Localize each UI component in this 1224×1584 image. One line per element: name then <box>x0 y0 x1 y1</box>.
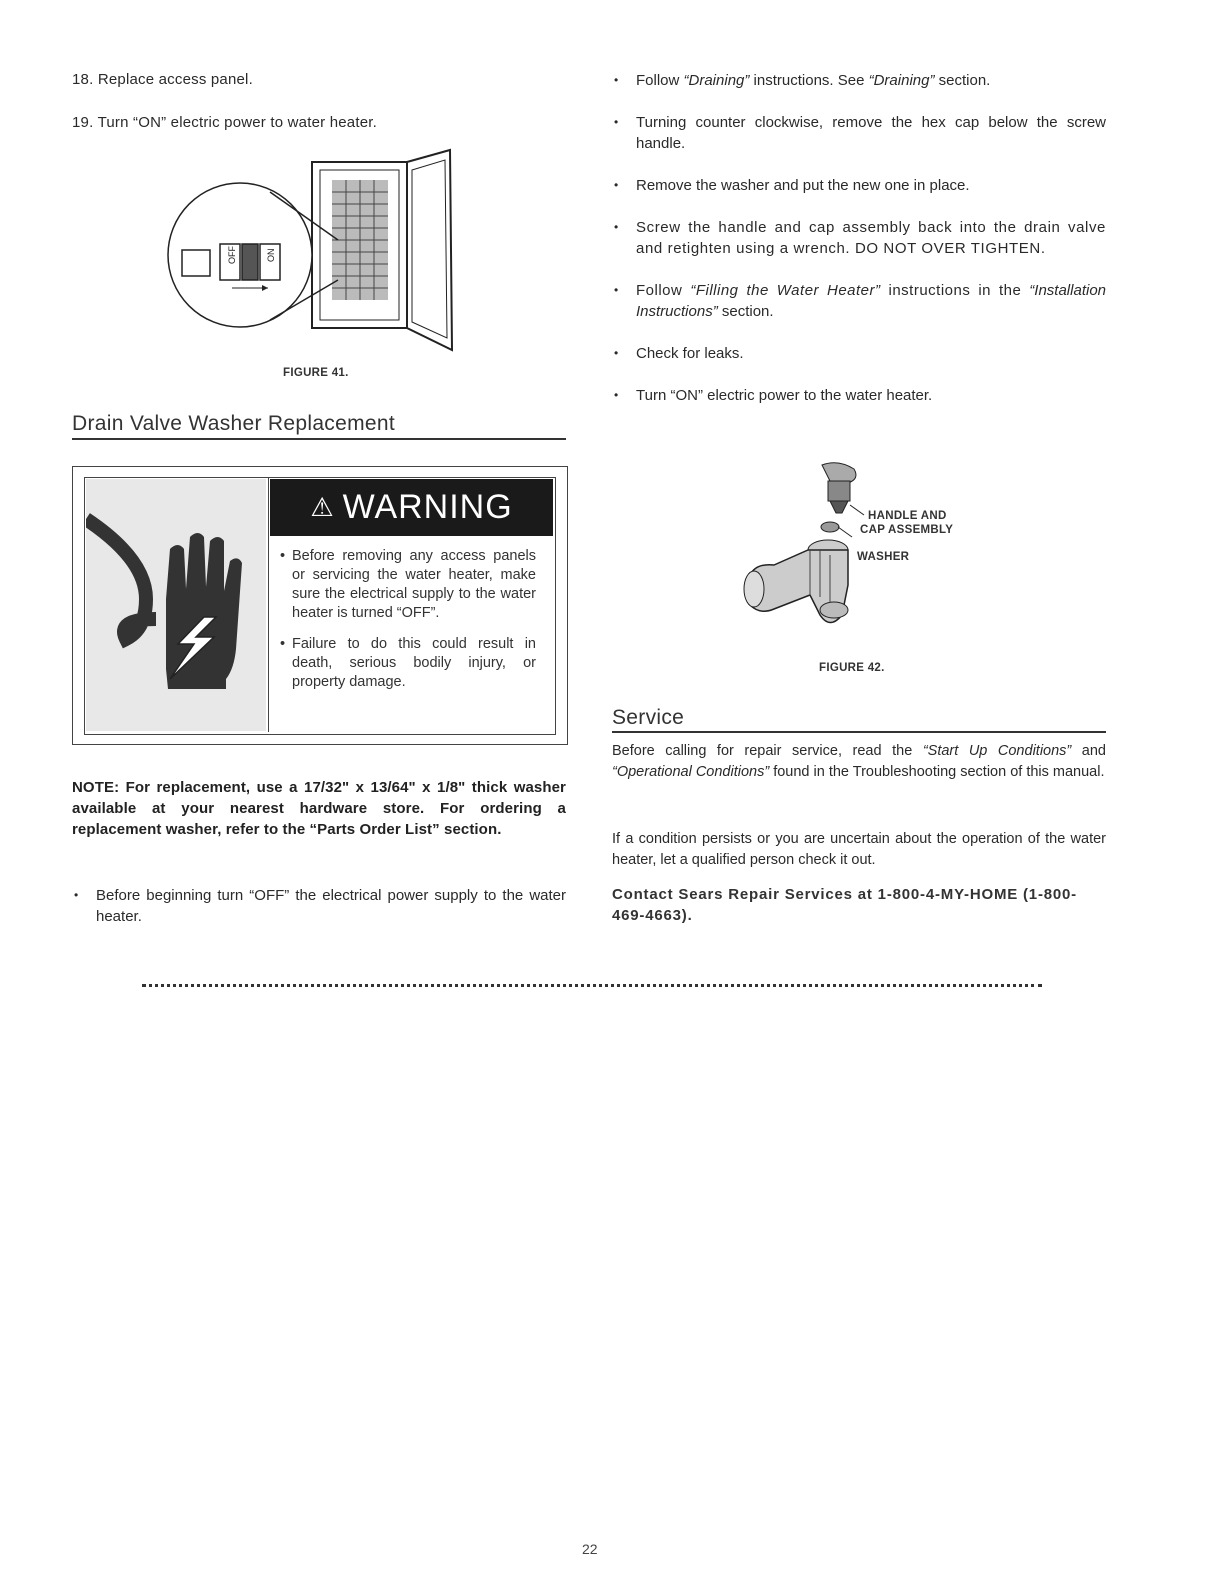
step-18 <box>72 71 253 88</box>
bullet-text: Follow <box>636 72 684 89</box>
bullet-item: • Check for leaks. <box>612 343 1106 364</box>
left-bullet-list <box>72 885 566 948</box>
service-rule <box>612 731 1106 733</box>
figure-42-caption: FIGURE 42. <box>819 662 885 674</box>
washer-label: WASHER <box>857 551 910 563</box>
drain-valve-illustration <box>730 455 880 640</box>
step-19 <box>72 114 377 131</box>
bullet-item: • Turn “ON” electric power to the water heater. <box>612 385 1106 406</box>
bullet-text: section. <box>717 303 774 320</box>
bullet-item: • Remove the washer and put the new one in place. <box>612 175 1106 196</box>
step-number: 19. <box>72 114 94 131</box>
breaker-panel-illustration <box>160 140 460 360</box>
bullet-emphasis: “Filling the Water Heater” <box>690 282 881 299</box>
label-line: CAP ASSEMBLY <box>860 524 954 536</box>
warning-divider <box>268 478 269 732</box>
replacement-note: NOTE: For replacement, use a 17/32" x 13/64" x 1/8" thick washer available at your nearest hardware store. For ordering a replacement washer, refer to the “Parts Order List” section. <box>72 779 566 838</box>
bullet-emphasis: “Installation Instructions” <box>636 282 1107 320</box>
bullet-item: • Screw the handle and cap assembly back into the drain valve and retighten using a wrench. DO NOT OVER TIGHTEN. <box>612 217 1106 259</box>
bottom-rule <box>142 984 1042 987</box>
bullet-text: instructions. See <box>749 72 869 89</box>
bullet-text: Follow <box>636 282 691 299</box>
drain-valve-heading: Drain Valve Washer Replacement <box>72 412 395 435</box>
right-bullet-list <box>612 70 1106 427</box>
handle-cap-label <box>860 509 954 537</box>
bullet-emphasis: “Draining” <box>868 72 935 89</box>
warning-item: • Failure to do this could result in death, serious bodily injury, or property damage. <box>280 635 536 692</box>
label-line: HANDLE AND <box>868 510 947 522</box>
bullet-item <box>612 280 1106 322</box>
service-paragraph-1 <box>612 741 1106 783</box>
warning-list <box>280 547 536 704</box>
bullet-text: instructions in the <box>880 282 1030 299</box>
warning-title: WARNING <box>342 488 513 526</box>
shock-hazard-icon <box>86 479 266 731</box>
page-number: 22 <box>582 1541 598 1557</box>
bullet-item <box>612 70 1106 91</box>
step-number: 18. <box>72 71 94 88</box>
bullet-item: • Before beginning turn “OFF” the electrical power supply to the water heater. <box>72 885 566 927</box>
step-text: Replace access panel. <box>97 71 253 88</box>
bullet-text: section. <box>934 72 991 89</box>
para-text: and <box>1071 743 1106 759</box>
service-heading: Service <box>612 706 685 729</box>
bullet-emphasis: “Draining” <box>683 72 750 89</box>
para-emphasis: “Operational Conditions” <box>612 764 770 780</box>
para-text: found in the Troubleshooting section of this manual. <box>769 764 1105 780</box>
para-text: Before calling for repair service, read the <box>612 743 923 759</box>
breaker-on-label: ON <box>266 248 276 262</box>
warning-item: • Before removing any access panels or servicing the water heater, make sure the electrical supply to the water heater is turned “OFF”. <box>280 547 536 623</box>
warning-banner <box>270 479 553 536</box>
warning-triangle-icon: ⚠ <box>310 492 335 522</box>
bullet-item: • Turning counter clockwise, remove the hex cap below the screw handle. <box>612 112 1106 154</box>
step-text: Turn “ON” electric power to water heater. <box>97 114 377 131</box>
heading-rule <box>72 438 566 440</box>
service-paragraph-2: If a condition persists or you are uncertain about the operation of the water heater, let a qualified person check it out. <box>612 831 1106 868</box>
figure-41-caption: FIGURE 41. <box>283 367 349 379</box>
contact-sears: Contact Sears Repair Services at 1-800-4-MY-HOME (1-800-469-4663). <box>612 886 1077 924</box>
para-emphasis: “Start Up Conditions” <box>922 743 1072 759</box>
breaker-off-label: OFF <box>227 246 237 264</box>
